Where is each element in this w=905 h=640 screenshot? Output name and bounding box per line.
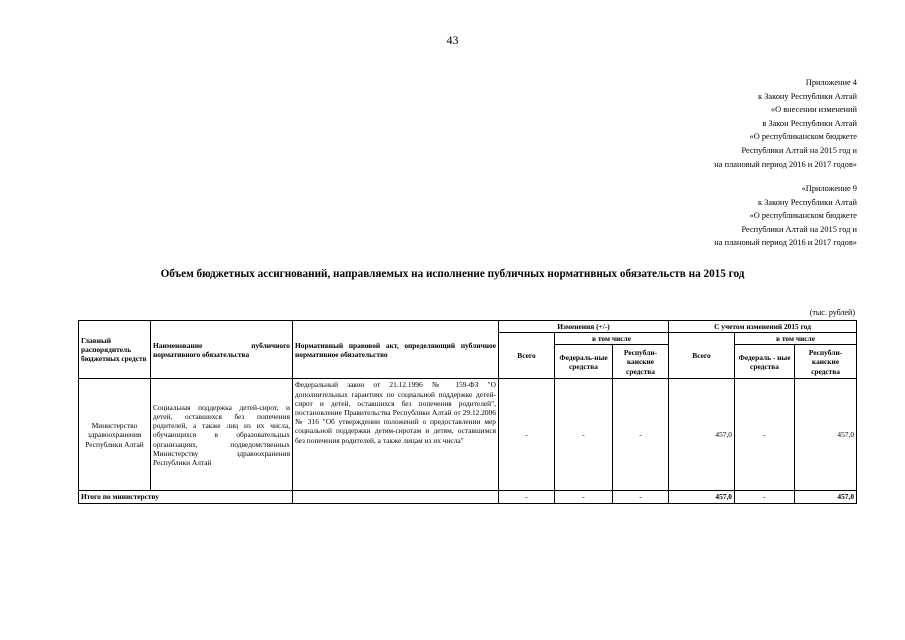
total-new-federal: - (735, 491, 795, 503)
annex-line: Республики Алтай на 2015 год и (741, 145, 857, 155)
header-obligation: Наименование публичного нормативного обязательства (151, 321, 293, 379)
annex-line: в Закон Республики Алтай (762, 118, 857, 128)
header-manager: Главный распорядитель бюджетных средств (79, 321, 151, 379)
total-row (79, 491, 857, 503)
header-federal-2: Федераль - ные средства (735, 345, 795, 379)
cell-chg-republic: - (613, 379, 669, 491)
cell-obligation: Социальная поддержка детей-сирот, и детей, оставшихся без попечения родителей, а также лиц из их числа, обучающихся в образовательных организациях, подведомственных Министерству здравоохранения Республики Алтай (151, 379, 293, 491)
header-including: в том числе (555, 333, 669, 345)
annex-4-heading (714, 76, 857, 171)
header-republic: Республи-канские средства (613, 345, 669, 379)
header-row (79, 321, 857, 333)
cell-new-federal: - (735, 379, 795, 491)
annex-line: «О республиканском бюджете (749, 211, 857, 221)
header-with-changes: С учетом изменений 2015 год (669, 321, 857, 333)
cell-chg-federal: - (555, 379, 613, 491)
header-new-total: Всего (669, 333, 735, 379)
annex-line: на плановый период 2016 и 2017 годов» (714, 238, 857, 248)
annex-line: Приложение 4 (805, 78, 857, 87)
annex-line: на плановый период 2016 и 2017 годов» (714, 159, 857, 169)
total-new-total: 457,0 (669, 491, 735, 503)
annex-9-heading (714, 182, 857, 250)
annex-line: «О внесении изменений (770, 105, 857, 115)
table-row (79, 379, 857, 491)
total-chg-total: - (499, 491, 555, 503)
annex-line: «Приложение 9 (801, 184, 857, 193)
total-chg-federal: - (555, 491, 613, 503)
total-new-republic: 457,0 (795, 491, 857, 503)
header-changes-total: Всего (499, 333, 555, 379)
annex-line: Республики Алтай на 2015 год и (741, 224, 857, 234)
header-changes: Изменения (+/-) (499, 321, 669, 333)
annex-line: «О республиканском бюджете (749, 132, 857, 142)
cell-legal-act: Федеральный закон от 21.12.1996 № 159-ФЗ "О дополнительных гарантиях по социальной поддержке детей-сирот и детей, оставшихся без попечения родителей", постановление Правительства Республики Алтай от 29.12.2006 № 316 "Об утверждении положений о предоставлении мер социальной поддержки детям-сиротам и детям, оставшимся без попечения родителей, а также лицам из их числа" (293, 379, 499, 491)
total-chg-republic: - (613, 491, 669, 503)
total-label: Итого по министерству (79, 491, 293, 503)
header-federal: Федераль-ные средства (555, 345, 613, 379)
total-empty (293, 491, 499, 503)
annex-line: к Закону Республики Алтай (758, 197, 857, 207)
units-label: (тыс. рублей) (809, 308, 855, 317)
annex-line: к Закону Республики Алтай (758, 91, 857, 101)
cell-new-total: 457,0 (669, 379, 735, 491)
budget-table (78, 320, 857, 504)
document-title: Объем бюджетных ассигнований, направляемых на исполнение публичных нормативных обязательств на 2015 год (160, 268, 745, 280)
cell-new-republic: 457,0 (795, 379, 857, 491)
page-number: 43 (446, 33, 459, 47)
header-republic-2: Республи-канские средства (795, 345, 857, 379)
cell-manager: Министерство здравоохранения Республики Алтай (79, 379, 151, 491)
cell-chg-total: - (499, 379, 555, 491)
header-legal-act: Нормативный правовой акт, определяющий публичное нормативное обязательство (293, 321, 499, 379)
header-including-2: в том числе (735, 333, 857, 345)
